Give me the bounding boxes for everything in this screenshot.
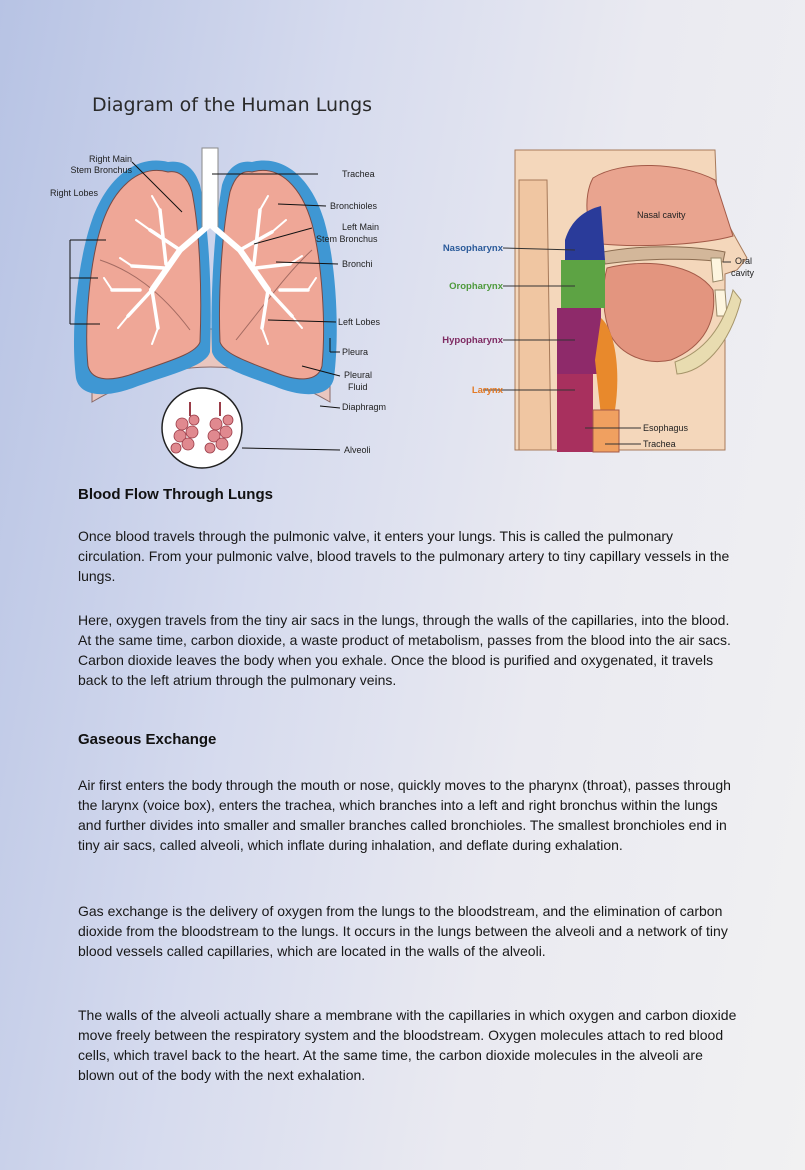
lungs-diagram: [40, 140, 400, 470]
paragraph-blood-flow-2: Here, oxygen travels from the tiny air sacs in the lungs, through the walls of the capillaries, into the blood. At the same time, carbon dioxide, a waste product of metabolism, passes from the blood into the air sacs. Carbon dioxide leaves the body when you exhale. Once the blood is purified and oxygenated, it travels back to the left atrium through the pulmonary veins.: [78, 612, 731, 688]
label-oral-cavity-1: Oral: [735, 256, 753, 266]
label-throat-trachea: Trachea: [643, 439, 676, 449]
label-pleural-fluid-1: Pleural: [344, 370, 373, 380]
label-left-main-stem-bronchus-1: Left Main: [342, 222, 380, 232]
label-right-lobes: Right Lobes: [50, 188, 99, 198]
pharynx-diagram: [425, 140, 775, 460]
paragraph-gaseous-exchange-2: Gas exchange is the delivery of oxygen from the lungs to the bloodstream, and the elimination of carbon dioxide from the bloodstream to the lungs. It occurs in the lungs between the alveoli and a network of tiny blood vessels called capillaries, which are located in the walls of the alveoli.: [78, 903, 728, 959]
label-oropharynx: Oropharynx: [449, 281, 503, 292]
section-heading-blood-flow: Blood Flow Through Lungs: [78, 486, 273, 503]
label-nasal-cavity: Nasal cavity: [637, 210, 686, 220]
paragraph-gaseous-exchange-1: Air first enters the body through the mouth or nose, quickly moves to the pharynx (throat), passes through the larynx (voice box), enters the trachea, which branches into a left and right bronchus within the lungs and further divides into smaller and smaller branches called bronchioles. The smallest bronchioles end in tiny air sacs, called alveoli, which inflate during inhalation, and deflate during exhalation.: [78, 777, 731, 853]
diagram-title: Diagram of the Human Lungs: [92, 94, 373, 116]
label-right-main-stem-bronchus-1: Right Main: [88, 154, 132, 164]
label-hypopharynx: Hypopharynx: [442, 335, 503, 346]
label-right-main-stem-bronchus-2: Stem Bronchus: [70, 165, 132, 175]
label-bronchi: Bronchi: [342, 259, 373, 269]
label-nasopharynx: Nasopharynx: [442, 243, 503, 254]
esophagus-tube: [557, 374, 593, 452]
label-left-lobes: Left Lobes: [338, 317, 381, 327]
hypopharynx-region: [557, 308, 601, 374]
label-bronchioles: Bronchioles: [330, 201, 378, 211]
label-esophagus: Esophagus: [643, 423, 689, 433]
label-diaphragm: Diaphragm: [342, 402, 387, 412]
label-alveoli: Alveoli: [344, 445, 371, 455]
label-larynx: Larynx: [471, 385, 503, 396]
label-trachea: Trachea: [342, 169, 375, 179]
label-oral-cavity-2: cavity: [731, 268, 755, 278]
section-heading-gaseous-exchange: Gaseous Exchange: [78, 731, 217, 748]
oropharynx-region: [561, 260, 605, 308]
trachea-tube-throat: [593, 410, 619, 452]
paragraph-blood-flow-1: Once blood travels through the pulmonic valve, it enters your lungs. This is called the pulmonary circulation. From your pulmonic valve, blood travels to the pulmonary artery to tiny capillary vessels in the lungs.: [78, 528, 730, 584]
label-left-main-stem-bronchus-2: Stem Bronchus: [316, 234, 378, 244]
label-pleural-fluid-2: Fluid: [348, 382, 368, 392]
label-pleura: Pleura: [342, 347, 369, 357]
paragraph-gaseous-exchange-3: The walls of the alveoli actually share a membrane with the capillaries in which oxygen and carbon dioxide move freely between the respiratory system and the bloodstream. Oxygen molecules attach to red blood cells, which travel back to the heart. At the same time, the carbon dioxide molecules in the alveoli are blown out of the body with the next exhalation.: [78, 1007, 737, 1083]
spine: [519, 180, 551, 450]
trachea-tube: [202, 148, 218, 228]
